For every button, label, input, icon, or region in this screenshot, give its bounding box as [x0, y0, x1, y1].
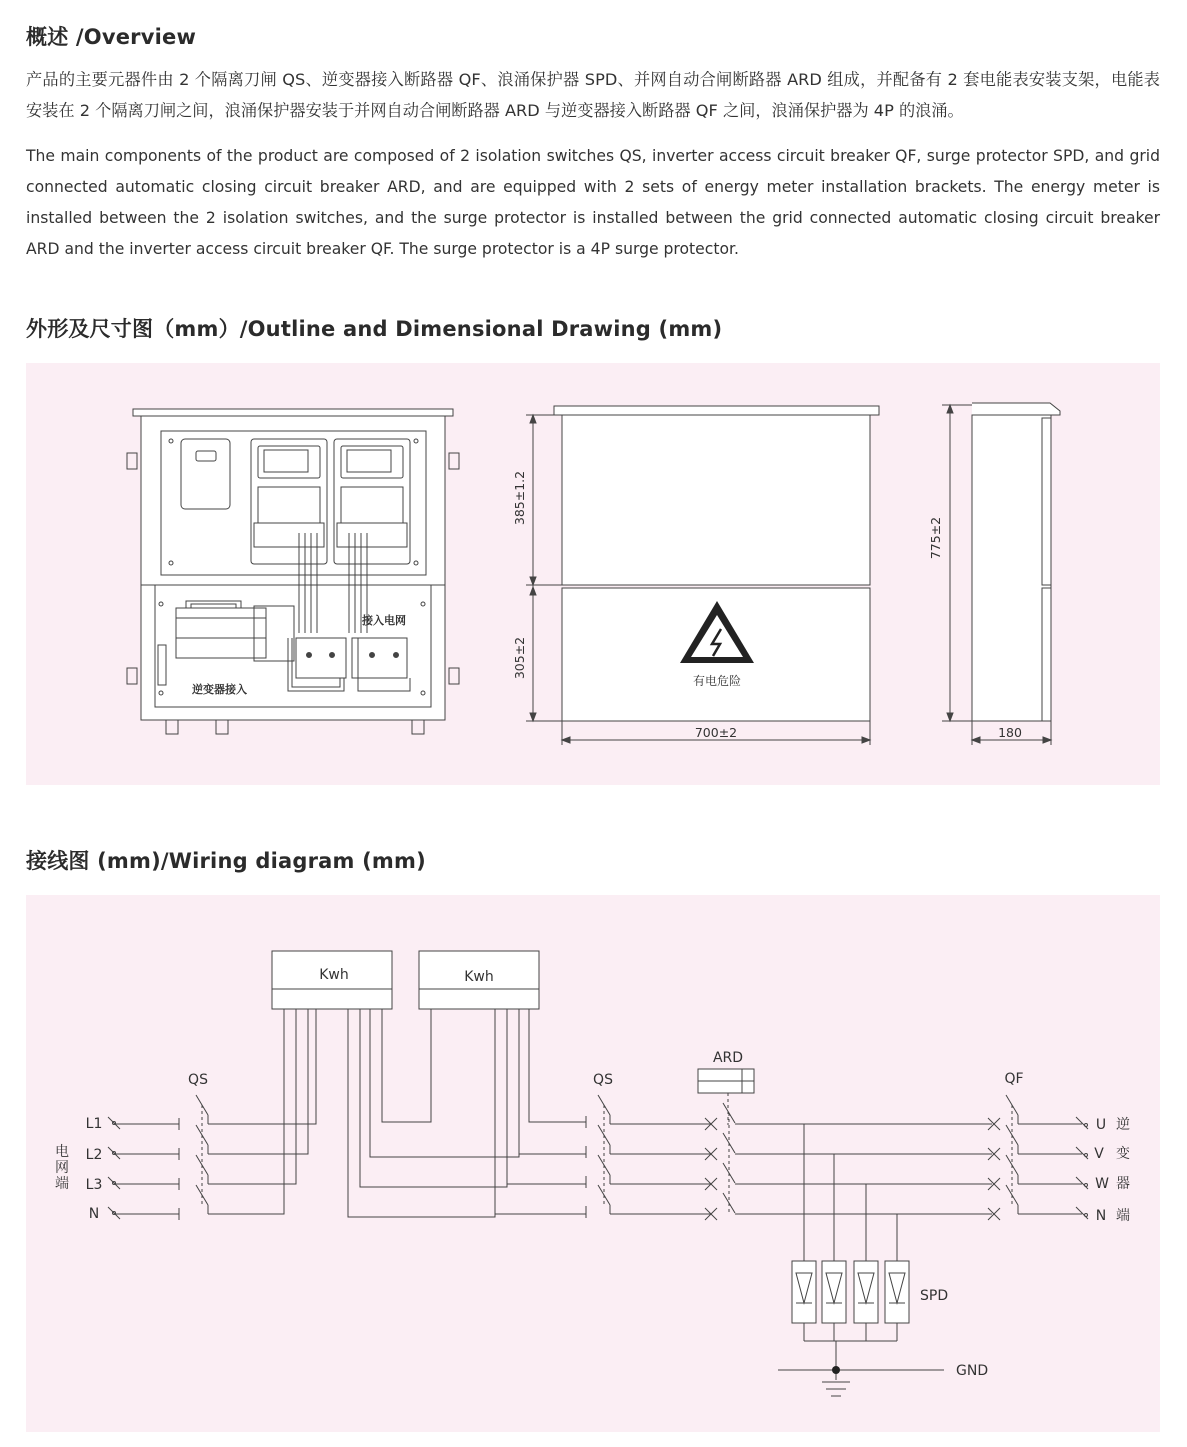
inv-side-label-2: 变 [1116, 1146, 1130, 1162]
label-inverter-in: 逆变器接入 [192, 683, 247, 696]
inv-line-u: U [1095, 1117, 1107, 1133]
qs-right-switch [586, 1095, 610, 1218]
qs-left-label: QS [188, 1072, 208, 1088]
gnd-label: GND [956, 1363, 989, 1379]
grid-line-l2: L2 [85, 1147, 103, 1163]
side-view [928, 403, 1060, 745]
warning-text: 有电危险 [692, 674, 742, 688]
grid-line-n: N [88, 1206, 100, 1222]
qf-breaker [988, 1095, 1018, 1220]
dim-top-height: 385±1.2 [512, 470, 527, 526]
grid-side-label-1: 电 [55, 1144, 69, 1160]
inv-side-label-1: 逆 [1116, 1117, 1130, 1133]
front-view-closed [512, 406, 879, 745]
ard-label: ARD [712, 1050, 744, 1066]
inv-line-v: V [1094, 1146, 1104, 1162]
spd-label: SPD [920, 1288, 949, 1304]
overview-text-en: The main components of the product are composed of 2 isolation switches QS, inverter access circuit breaker QF, surge protector SPD, and grid connected automatic closing circuit breaker ARD, and are equipped with 2 sets of energy meter installation brackets. The energy meter is installed between the 2 isolation switches, and the surge protector is installed between the grid connected automatic closing circuit breaker ARD and the inverter access circuit breaker QF. The surge protector is a 4P surge protector. [26, 147, 1160, 258]
qf-label: QF [1004, 1071, 1024, 1087]
overview-title: 概述 /Overview [26, 25, 197, 49]
meter-2-label: Kwh [464, 969, 494, 985]
grid-line-l3: L3 [85, 1177, 103, 1193]
dim-height: 775±2 [928, 516, 943, 560]
qs-left-switch [196, 1095, 208, 1214]
spd-module [792, 1261, 909, 1323]
overview-text-zh: 产品的主要元器件由 2 个隔离刀闸 QS、逆变器接入断路器 QF、浪涌保护器 SPD、并网自动合闸断路器 ARD 组成，并配备有 2 套电能表安装支架，电能表安装在 2 个隔离刀闸之间，浪涌保护器安装于并网自动合闸断路器 ARD 与逆变器接入断路器 QF 之间，浪涌保护器为 4P 的浪涌。 [26, 70, 1160, 120]
ard-breaker [705, 1103, 735, 1220]
dim-depth: 180 [998, 725, 1022, 740]
ground-icon [822, 1382, 850, 1396]
qs-right-label: QS [593, 1072, 613, 1088]
inv-side-label-4: 端 [1116, 1208, 1130, 1224]
grid-side-label-3: 端 [55, 1176, 69, 1192]
meter-1-label: Kwh [319, 967, 349, 983]
dim-bottom-height: 305±2 [512, 636, 527, 680]
inv-line-n: N [1095, 1208, 1107, 1224]
label-grid-in: 接入电网 [362, 614, 406, 627]
front-view-open [127, 409, 459, 734]
outline-drawing-panel [26, 363, 1160, 785]
inv-line-w: W [1095, 1176, 1109, 1192]
wiring-title: 接线图 (mm)/Wiring diagram (mm) [26, 849, 426, 873]
inv-side-label-3: 器 [1116, 1176, 1130, 1192]
outline-title: 外形及尺寸图（mm）/Outline and Dimensional Drawing (mm) [26, 317, 723, 341]
grid-line-l1: L1 [85, 1116, 103, 1132]
grid-side-label-2: 网 [55, 1160, 69, 1176]
wiring-diagram-panel [26, 895, 1160, 1432]
dim-width: 700±2 [694, 725, 738, 740]
